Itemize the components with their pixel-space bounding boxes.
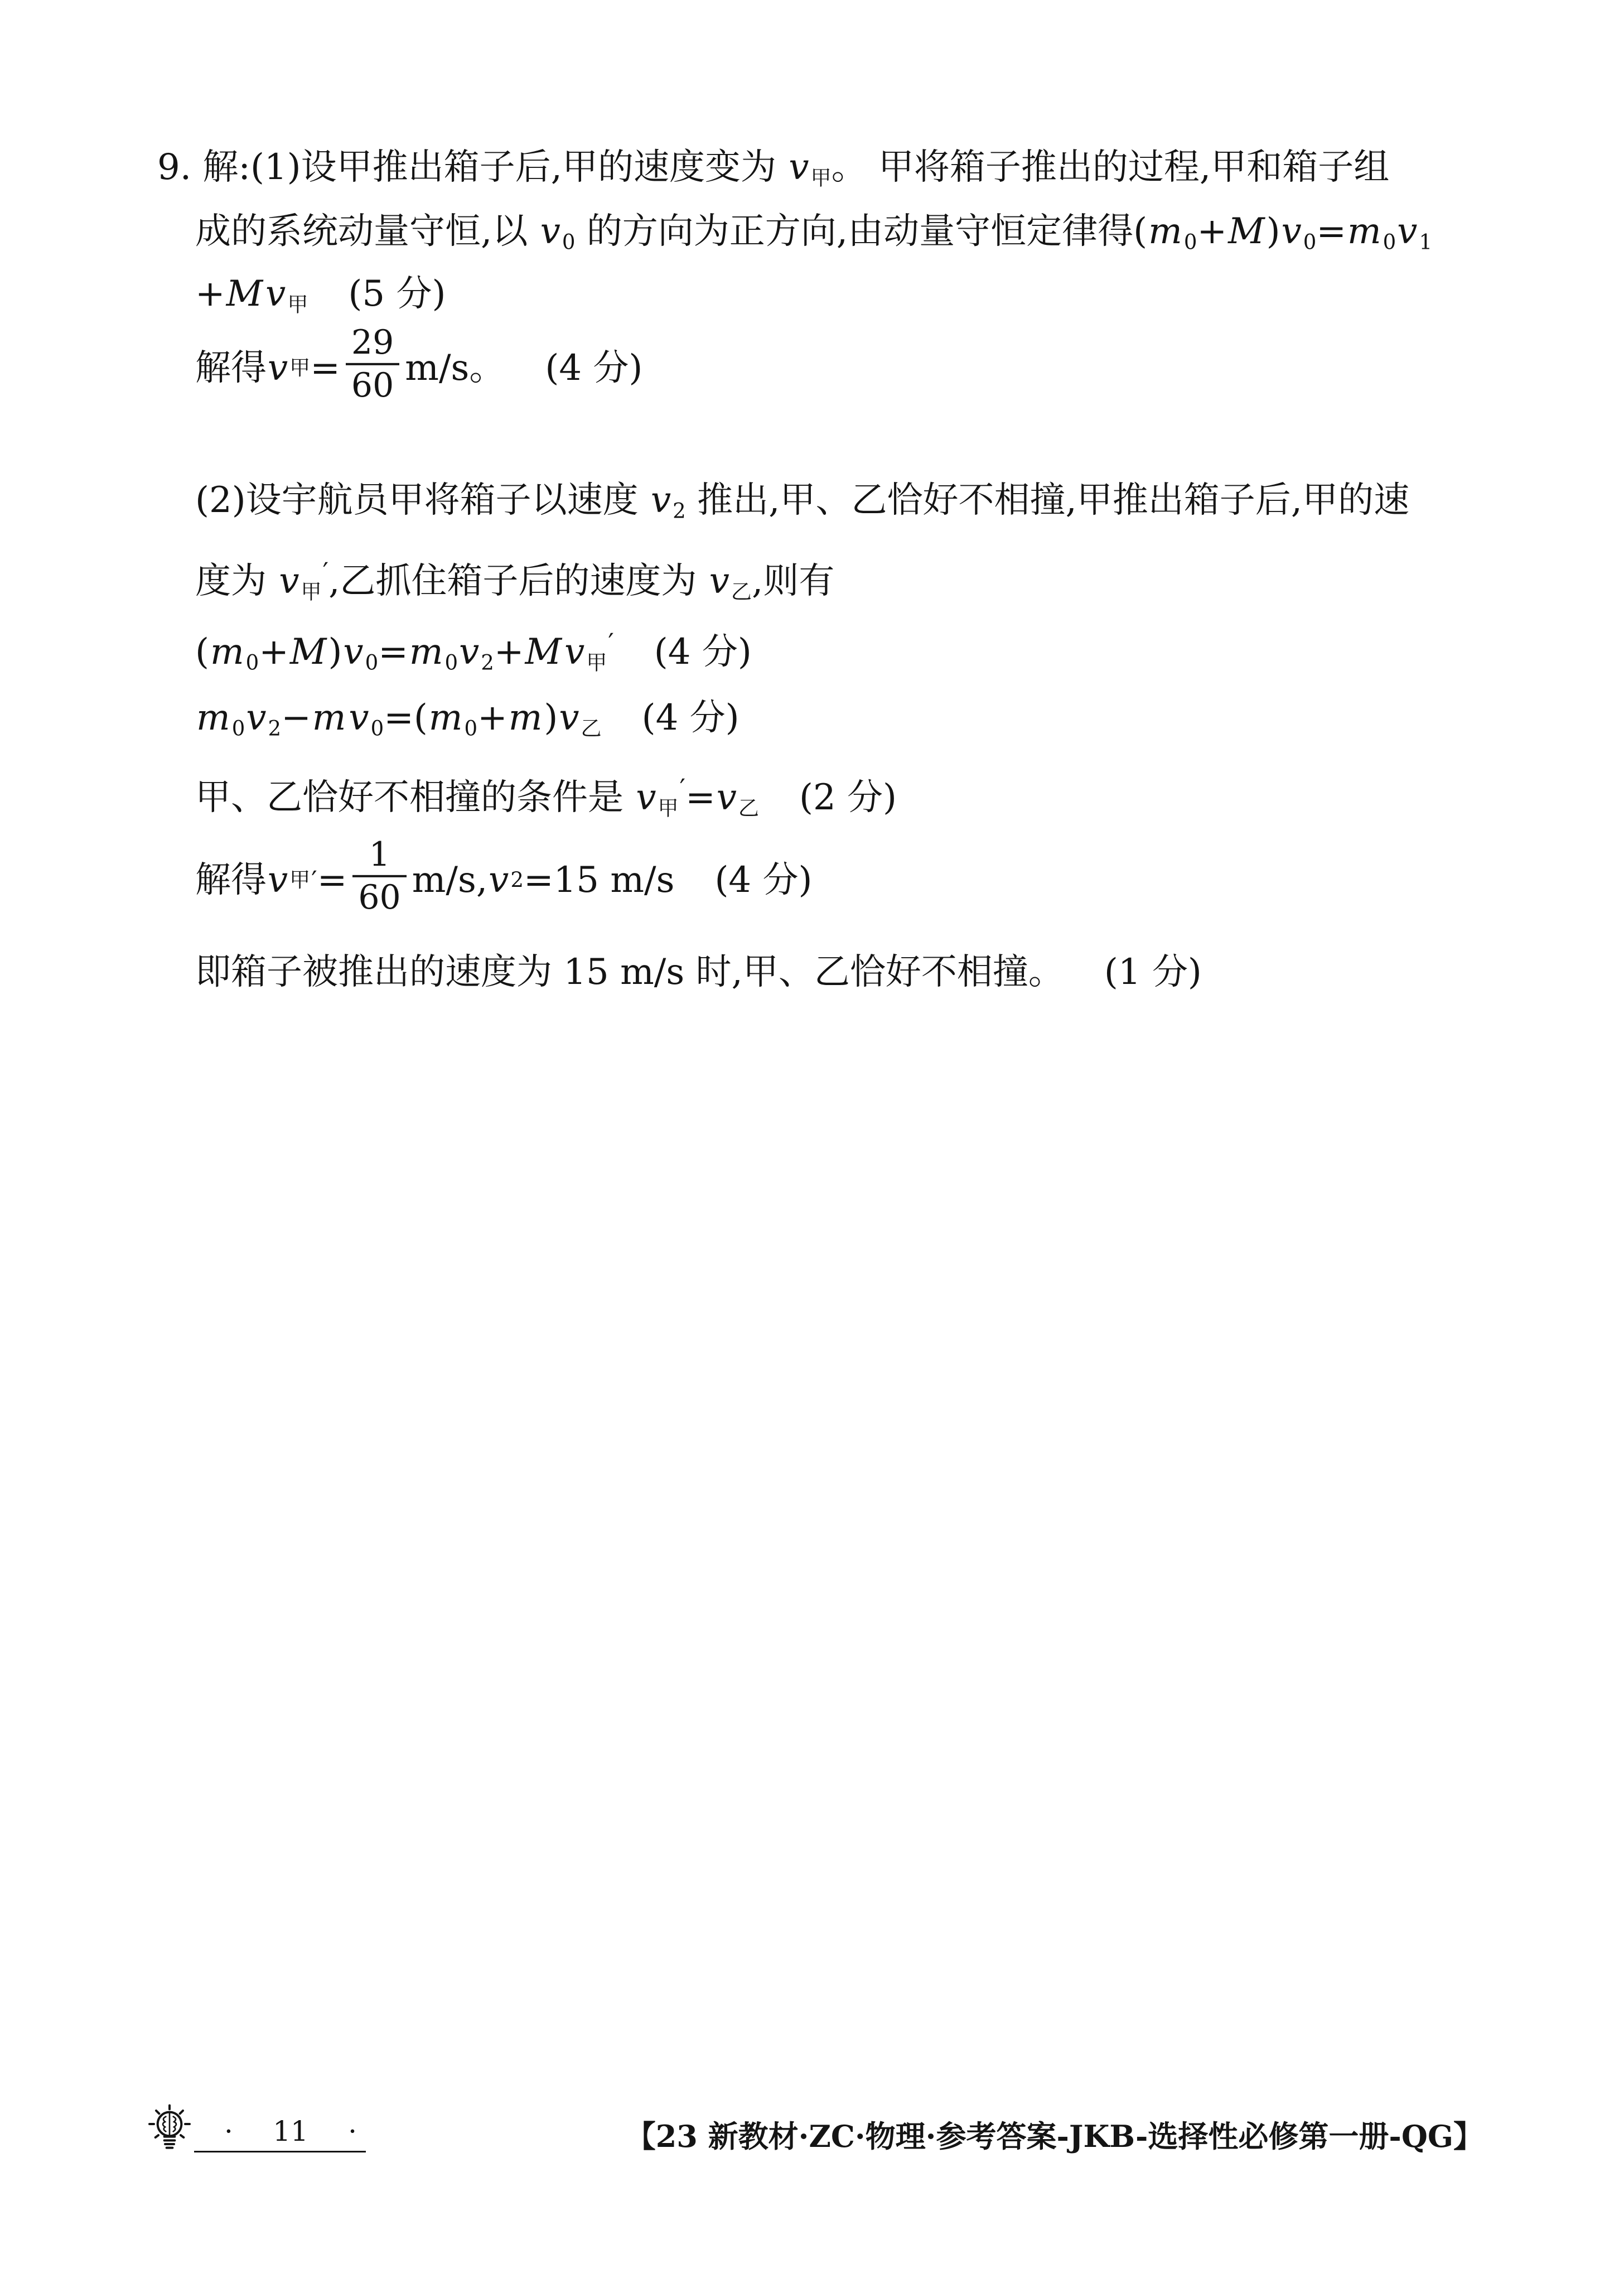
math-var: m [508, 697, 543, 739]
math-subscript: 2 [481, 650, 494, 675]
solution-line [195, 549, 834, 615]
math-subscript: 甲 [289, 868, 311, 892]
text-run: 即箱子被推出的速度为 15 m/s 时,甲、乙恰好不相撞。 [195, 952, 1064, 993]
math-var: v [268, 347, 288, 389]
math-subscript: 乙 [581, 716, 602, 741]
text-run: ( [195, 631, 209, 673]
math-var: v [343, 631, 364, 673]
page-number [224, 2112, 357, 2151]
math-var: M [1228, 211, 1265, 252]
math-subscript: 0 [1383, 230, 1396, 254]
solution-line [195, 835, 813, 919]
solution-line [195, 696, 740, 751]
text-run: (2)设宇航员甲将箱子以速度 [195, 480, 650, 521]
math-prime: ′ [608, 628, 614, 658]
math-subscript: 1 [1419, 230, 1433, 254]
math-var: v [564, 631, 585, 673]
math-subscript: 0 [370, 716, 384, 741]
text-run: 的方向为正方向,由动量守恒定律得( [575, 211, 1148, 252]
math-operator: = [310, 347, 340, 389]
page-number-underline [194, 2151, 366, 2152]
math-var: M [289, 631, 327, 673]
math-var: m [409, 631, 443, 673]
fraction [352, 837, 406, 916]
text-run: m/s, [412, 860, 488, 901]
text-run: =15 m/s [523, 860, 675, 901]
math-var: v [559, 697, 579, 739]
math-subscript: 0 [1303, 230, 1317, 254]
text-run: 解得 [195, 860, 267, 901]
score-label: (4 分) [641, 697, 740, 739]
page-number-value: 11 [273, 2115, 308, 2147]
solution-line [195, 950, 1202, 995]
math-subscript: 甲 [586, 650, 607, 675]
math-operator: = [317, 860, 347, 901]
math-subscript: 2 [510, 868, 524, 892]
math-operator: = [685, 777, 716, 819]
score-label: (2 分) [799, 777, 897, 819]
math-var: M [525, 631, 562, 673]
text-run: ) [544, 697, 558, 739]
math-var: v [1281, 211, 1302, 252]
math-var: v [636, 777, 656, 819]
math-subscript: 甲 [810, 166, 832, 190]
math-var: m [428, 697, 463, 739]
solution-line [195, 620, 752, 686]
text-run: ) [1266, 211, 1280, 252]
math-operator: = [378, 631, 408, 673]
math-var: v [789, 147, 809, 188]
math-subscript: 0 [444, 650, 458, 675]
math-prime: ′ [311, 865, 317, 895]
math-subscript: 2 [673, 499, 686, 523]
math-var: m [312, 697, 346, 739]
text-run: ,则有 [752, 561, 835, 602]
math-operator: + [259, 631, 289, 673]
math-subscript: 甲 [287, 292, 308, 317]
math-var: M [226, 273, 263, 315]
solution-line [195, 209, 1432, 264]
math-var: v [268, 860, 288, 901]
page-number-left-dot: · [224, 2115, 233, 2147]
math-var: v [1397, 211, 1418, 252]
math-operator: + [477, 697, 508, 739]
math-var: m [210, 631, 244, 673]
math-subscript: 甲 [658, 796, 679, 820]
math-subscript: 0 [365, 650, 379, 675]
math-var: m [1347, 211, 1381, 252]
math-subscript: 甲 [289, 356, 311, 380]
solution-line [195, 478, 1409, 533]
text-run: 度为 [195, 561, 278, 602]
book-reference: 【23 新教材·ZC·物理·参考答案-JKB-选择性必修第一册-QG】 [625, 2118, 1483, 2154]
math-prime: ′ [322, 557, 329, 587]
text-run: 。 甲将箱子推出的过程,甲和箱子组 [831, 147, 1390, 188]
score-label: (5 分) [348, 273, 446, 315]
math-subscript: 0 [231, 716, 245, 741]
math-var: v [349, 697, 369, 739]
math-var: v [246, 697, 267, 739]
math-operator: − [281, 697, 311, 739]
math-operator: + [494, 631, 524, 673]
solution-line [195, 766, 897, 831]
math-var: v [459, 631, 480, 673]
text-run: 推出,甲、乙恰好不相撞,甲推出箱子后,甲的速 [685, 480, 1410, 521]
score-label: (4 分) [654, 631, 752, 673]
text-run: ,乙抓住箱子后的速度为 [328, 561, 708, 602]
text-run: 9. 解:(1)设甲推出箱子后,甲的速度变为 [157, 147, 788, 188]
math-var: v [716, 777, 737, 819]
fraction-numerator: 1 [352, 837, 406, 877]
text-run: 成的系统动量守恒,以 [195, 211, 539, 252]
math-operator: + [1197, 211, 1227, 252]
math-subscript: 乙 [731, 580, 752, 604]
math-var: v [265, 273, 286, 315]
fraction-numerator: 29 [346, 325, 399, 365]
solution-line [157, 145, 1389, 200]
math-var: v [651, 480, 671, 521]
text-run: 甲、乙恰好不相撞的条件是 [195, 777, 635, 819]
text-run: =( [384, 697, 428, 739]
math-operator: + [195, 273, 225, 315]
math-var: v [540, 211, 560, 252]
text-run: ) [328, 631, 342, 673]
math-var: v [709, 561, 729, 602]
math-subscript: 2 [268, 716, 282, 741]
math-var: m [196, 697, 230, 739]
math-var: v [279, 561, 299, 602]
lightbulb-brain-icon [145, 2104, 194, 2157]
fraction-denominator: 60 [351, 365, 394, 405]
fraction-denominator: 60 [358, 877, 401, 917]
math-operator: = [1316, 211, 1346, 252]
score-label: (1 分) [1104, 952, 1202, 993]
math-subscript: 0 [562, 230, 576, 254]
text-run: m/s。 [405, 347, 505, 389]
math-subscript: 乙 [738, 796, 759, 820]
page-number-right-dot: · [348, 2115, 357, 2147]
fraction [346, 325, 399, 404]
text-run: 解得 [195, 347, 267, 389]
math-subscript: 0 [464, 716, 478, 741]
math-var: v [489, 860, 509, 901]
score-label: (4 分) [714, 860, 813, 901]
solution-line [195, 323, 643, 407]
math-var: m [1148, 211, 1182, 252]
math-subscript: 0 [245, 650, 259, 675]
solution-line [195, 272, 446, 327]
math-prime: ′ [679, 773, 686, 803]
math-subscript: 甲 [301, 580, 322, 604]
math-subscript: 0 [1183, 230, 1197, 254]
score-label: (4 分) [545, 347, 643, 389]
